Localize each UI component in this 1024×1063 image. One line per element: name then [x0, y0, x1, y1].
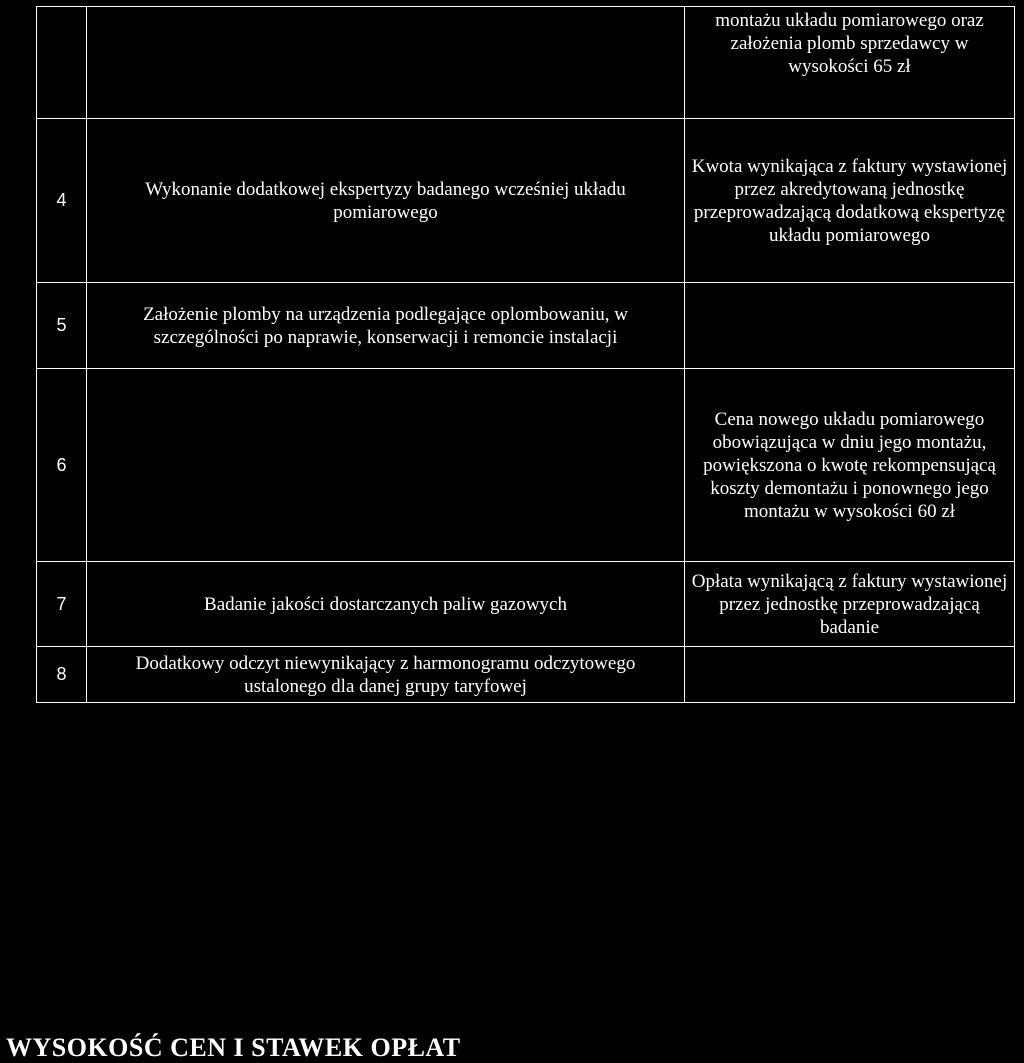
row-description [87, 369, 685, 562]
row-price: montażu układu pomiarowego oraz założenia plomb sprzedawcy w wysokości 65 zł [685, 7, 1015, 119]
table-row [37, 369, 1015, 562]
row-price [685, 647, 1015, 703]
row-number: 4 [37, 119, 87, 283]
row-number [37, 7, 87, 119]
row-number: 6 [37, 369, 87, 562]
section-heading: WYSOKOŚĆ CEN I STAWEK OPŁAT [6, 1033, 461, 1062]
row-price: Opłata wynikającą z faktury wystawionej przez jednostkę przeprowadzającą badanie [685, 562, 1015, 647]
row-price [685, 283, 1015, 369]
row-number: 7 [37, 562, 87, 647]
row-number: 8 [37, 647, 87, 703]
table-row [37, 7, 1015, 119]
row-number: 5 [37, 283, 87, 369]
row-price: Kwota wynikająca z faktury wystawionej przez akredytowaną jednostkę przeprowadzającą dodatkową ekspertyzę układu pomiarowego [685, 119, 1015, 283]
table-row [37, 119, 1015, 283]
row-description [87, 7, 685, 119]
row-description: Założenie plomby na urządzenia podlegające oplombowaniu, w szczególności po naprawie, konserwacji i remoncie instalacji [87, 283, 685, 369]
table-row [37, 562, 1015, 647]
fees-table [36, 6, 1015, 703]
table-row [37, 647, 1015, 703]
row-description: Wykonanie dodatkowej ekspertyzy badanego wcześniej układu pomiarowego [87, 119, 685, 283]
table-row [37, 283, 1015, 369]
row-price: Cena nowego układu pomiarowego obowiązująca w dniu jego montażu, powiększona o kwotę rekompensującą koszty demontażu i ponownego jego montażu w wysokości 60 zł [685, 369, 1015, 562]
row-description: Badanie jakości dostarczanych paliw gazowych [87, 562, 685, 647]
row-description: Dodatkowy odczyt niewynikający z harmonogramu odczytowego ustalonego dla danej grupy taryfowej [87, 647, 685, 703]
